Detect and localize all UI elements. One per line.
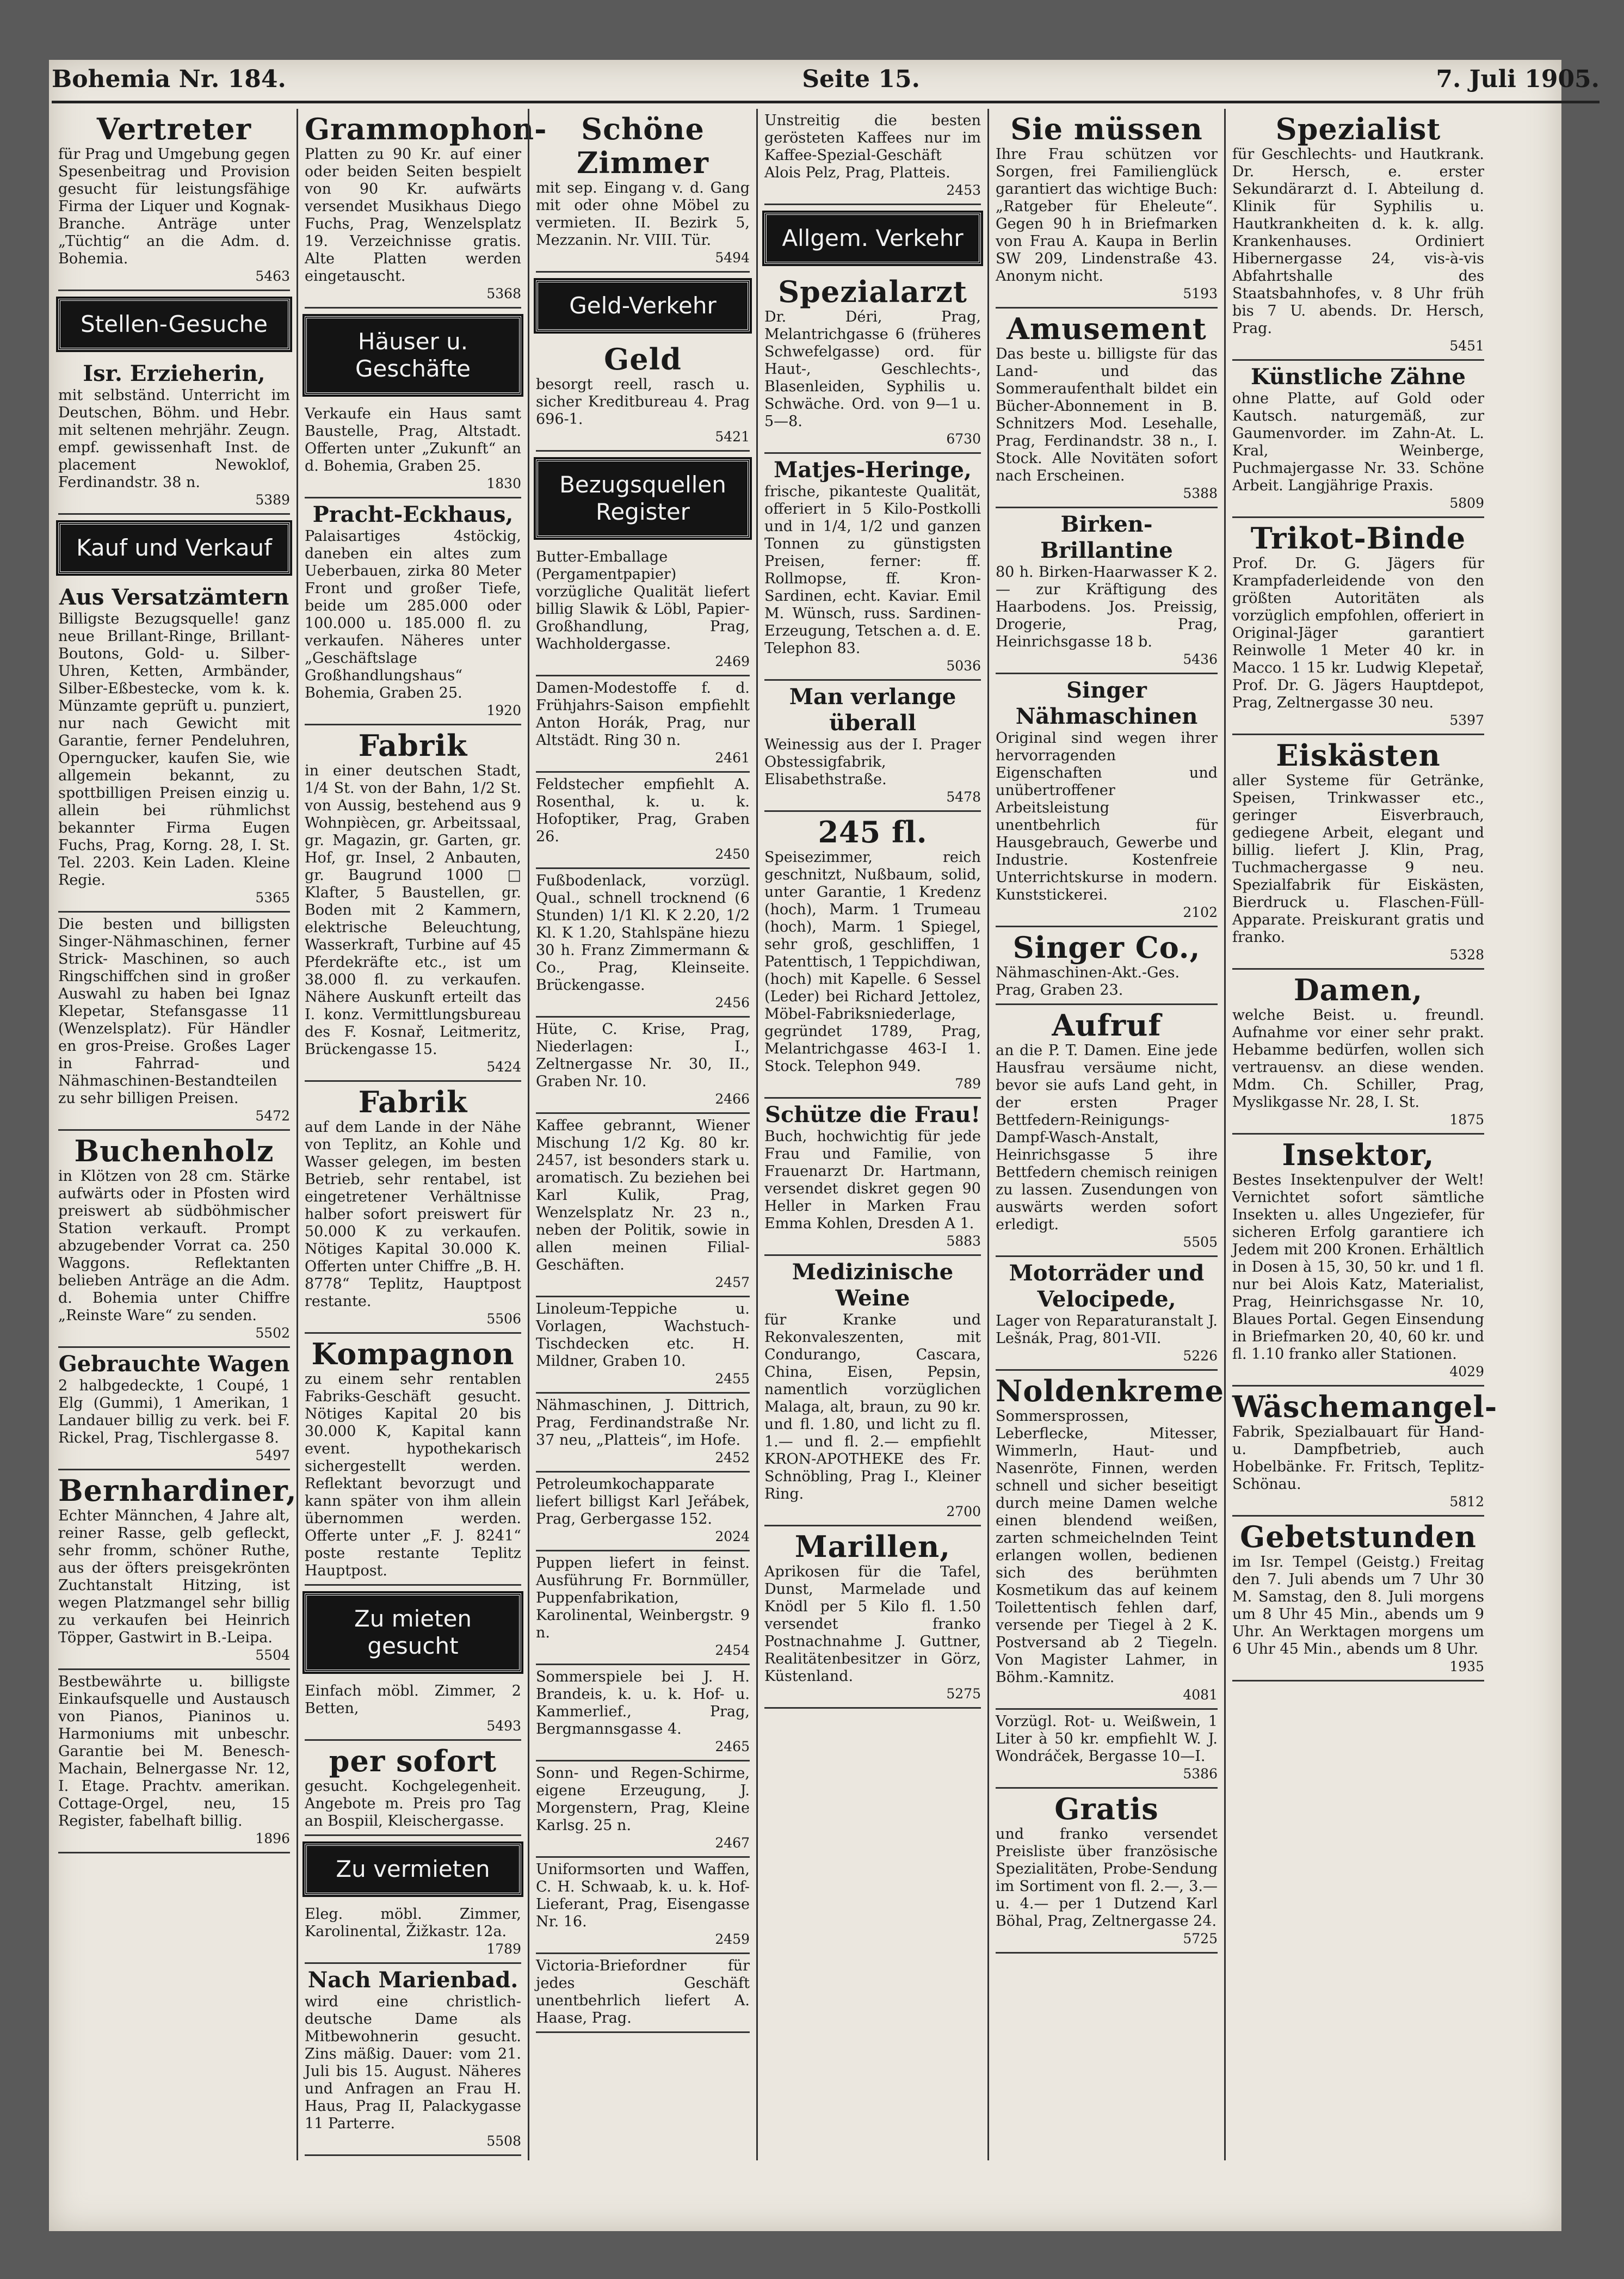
- classified-ad: [996, 1789, 1218, 1954]
- ad-body: Das beste u. billigste für das Land- und das Sommeraufenthalt bildet ein Bücher-Abonnement in B. Schnitzers Mod. Lesehalle, Prag, Ferdinandstr. 38 n., I. Stock. Alle Novitäten sofort nach Erscheinen.: [996, 346, 1218, 484]
- ad-heading: Buchenholz: [74, 1134, 274, 1168]
- ad-body: Damen-Modestoffe f. d. Frühjahrs-Saison empfiehlt Anton Horák, Prag, nur Altstädt. Ring 30 n.: [536, 680, 750, 749]
- classified-ad: [536, 339, 750, 452]
- classified-ad: [764, 681, 981, 812]
- ad-body: Verkaufe ein Haus samt Baustelle, Prag, Altstadt. Offerten unter „Zukunft“ an d. Bohemia, Graben 25.: [305, 405, 521, 475]
- section-header: Häuser u. Geschäfte: [305, 316, 521, 395]
- column-4: [756, 109, 987, 2160]
- classified-ad: [996, 674, 1218, 927]
- section-header: Allgem. Verkehr: [764, 213, 981, 264]
- classified-ad: [996, 1257, 1218, 1371]
- ad-body: für Kranke und Rekonvaleszenten, mit Condurango, Cascara, China, Eisen, Pepsin, namentlich vorzüglichen Malaga, alt, braun, zu 90 kr. und fl. 1.80, und licht zu fl. 1.— und fl. 2.— empfiehlt KRON-APOTHEKE des Fr. Schnöbling, Prag I., Kleiner Ring.: [764, 1311, 981, 1502]
- ad-number: 5809: [1449, 495, 1484, 511]
- ad-heading: Matjes-Heringe,: [774, 457, 972, 483]
- classified-ad: [536, 1297, 750, 1394]
- ad-body: Buch, hochwichtig für jede Frau und Familie, von Frauenarzt Dr. Hartmann, versendet diskret gegen 90 Heller in Marken Frau Emma Kohlen, Dresden A 1.: [764, 1128, 981, 1232]
- ad-body: gesucht. Kochgelegenheit. Angebote m. Preis pro Tag an Bospiil, Kleischergasse.: [305, 1778, 521, 1830]
- classified-ad: [58, 1670, 290, 1853]
- ad-number: 5193: [1183, 286, 1218, 301]
- ad-body: zu einem sehr rentablen Fabriks-Geschäft gesucht. Nötiges Kapital 20 bis 30.000 K, Kapital kann event. hypothekarisch sichergestellt werden. Reflektant bevorzugt und kann später von ihm allein übernommen werden. Offerte unter „F. J. 8241“ poste restante Teplitz Hauptpost.: [305, 1371, 521, 1579]
- classified-ad: [536, 109, 750, 273]
- ad-body: in einer deutschen Stadt, 1/4 St. von der Bahn, 1/2 St. von Aussig, bestehend aus 9 Wohnpiècen, gr. Arbeitssaal, gr. Magazin, gr. Garten, gr. Hof, gr. Insel, 2 Anbauten, gr. Baugrund 1000 □ Klafter, 5 Baustellen, gr. Boden mit 2 Kammern, elektrische Beleuchtung, Wasserkraft, Turbine auf 45 Pferdekräfte etc., ist um 38.000 fl. zu verkaufen. Nähere Auskunft erteilt das I. konz. Vermittlungsbureau des F. Kosnař, Leitmeritz, Brückengasse 15.: [305, 762, 521, 1058]
- classified-ad: [305, 1334, 521, 1586]
- ad-heading: Gratis: [1054, 1791, 1159, 1826]
- ad-body: Einfach möbl. Zimmer, 2 Betten,: [305, 1683, 521, 1717]
- ad-number: 1789: [486, 1941, 521, 1957]
- ad-heading: Pracht-Eckhaus,: [312, 502, 514, 527]
- classified-ad: [1232, 970, 1484, 1135]
- ad-number: 2469: [715, 654, 750, 669]
- ad-heading: Grammophon-: [305, 112, 547, 146]
- ad-number: 2102: [1183, 904, 1218, 920]
- section-header: Zu vermieten: [305, 1844, 521, 1895]
- ad-body: Platten zu 90 Kr. auf einer oder beiden Seiten bespielt von 90 Kr. aufwärts versendet Musikhaus Diego Fuchs, Prag, Wenzelsplatz 19. Verzeichnisse gratis. Alte Platten werden eingetauscht.: [305, 146, 521, 285]
- ad-heading: Kompagnon: [311, 1336, 515, 1371]
- ad-heading: Trikot-Binde: [1250, 521, 1466, 556]
- classified-ad: [764, 109, 981, 205]
- ad-heading: Insektor,: [1282, 1137, 1435, 1172]
- classified-ad: [305, 402, 521, 498]
- classified-ad: [305, 1741, 521, 1836]
- ad-body: Fabrik, Spezialbauart für Hand- u. Dampfbetrieb, auch Hobelbänke. Fr. Fritsch, Teplitz-Schönau.: [1232, 1424, 1484, 1493]
- ad-heading: Medizinische Weine: [792, 1259, 954, 1311]
- ad-heading: Vertreter: [96, 112, 252, 146]
- ad-number: 1935: [1449, 1659, 1484, 1674]
- ad-body: mit sep. Eingang v. d. Gang mit oder ohne Möbel zu vermieten. II. Bezirk 5, Mezzanin. Nr. VIII. Tür.: [536, 180, 750, 249]
- classified-ad: [1232, 361, 1484, 518]
- ad-number: 2450: [715, 846, 750, 862]
- ad-heading: Bernhardiner,: [58, 1473, 297, 1508]
- ad-number: 4081: [1183, 1687, 1218, 1703]
- ad-body: Weinessig aus der I. Prager Obstessigfabrik, Elisabethstraße.: [764, 736, 981, 788]
- ad-number: 5424: [486, 1059, 521, 1075]
- classified-ad: [1232, 518, 1484, 735]
- ad-body: Eleg. möbl. Zimmer, Karolinental, Žižkastr. 12a.: [305, 1906, 521, 1940]
- ad-body: aller Systeme für Getränke, Speisen, Trinkwasser etc., geringer Eisverbrauch, gediegene Arbeit, elegant und billig. liefert J. Klin, Prag, Tuchmachergasse 9 neu. Spezialfabrik für Eiskästen, Bierdruck u. Flaschen-Füll-Apparate. Preiskurant gratis und franko.: [1232, 772, 1484, 946]
- classified-ad: [58, 1348, 290, 1470]
- classified-ad: [1232, 1387, 1498, 1517]
- classified-ad: [1232, 1135, 1484, 1387]
- ad-body: für Geschlechts- und Hautkrank. Dr. Hersch, e. erster Sekundärarzt d. I. Abteilung d. Klinik für Syphilis u. Hautkrankheiten d. k. k. allg. Krankenhauses. Ordiniert Hibernergasse 24, vis-à-vis Abfahrtshalle des Staatsbahnhofes, v. 8 Uhr früh bis 7 U. abends. Dr. Hersch, Prag.: [1232, 146, 1484, 337]
- ad-body: Fußbodenlack, vorzügl. Qual., schnell trocknend (6 Stunden) 1/1 Kl. K 2.20, 1/2 Kl. K 1.20, Stahlspäne hiezu 30 h. Franz Zimmermann & Co., Prag, Kleinseite. Brückengasse.: [536, 872, 750, 994]
- ad-body: im Isr. Tempel (Geistg.) Freitag den 7. Juli abends um 7 Uhr 30 M. Samstag, den 8. Juli morgens um 8 Uhr 45 Min., abends um 9 Uhr. An Werktagen morgens um 6 Uhr 45 Min., abends um 8 Uhr.: [1232, 1554, 1484, 1658]
- ad-number: 1875: [1449, 1112, 1484, 1128]
- ad-number: 2467: [715, 1835, 750, 1851]
- classified-ad: [536, 1954, 750, 2033]
- ad-body: 80 h. Birken-Haarwasser K 2.— zur Kräftigung des Haarbodens. Jos. Preissig, Drogerie, Prag, Heinrichsgasse 18 b.: [996, 564, 1218, 650]
- ad-number: 5472: [255, 1108, 290, 1124]
- ad-body: Feldstecher empfiehlt A. Rosenthal, k. u. k. Hofoptiker, Prag, Graben 26.: [536, 776, 750, 845]
- ad-heading: Damen,: [1293, 972, 1423, 1007]
- ad-heading: Eiskästen: [1276, 738, 1441, 773]
- ad-body: auf dem Lande in der Nähe von Teplitz, an Kohle und Wasser gelegen, im besten Betrieb, sehr rentabel, ist eingetretener Verhältnisse halber sofort preiswert für 50.000 K zu verkaufen. Nötiges Kapital 30.000 K. Offerten unter Chiffre „B. H. 8778“ Teplitz, Hauptpost restante.: [305, 1119, 521, 1310]
- ad-body: Nähmaschinen, J. Dittrich, Prag, Ferdinandstraße Nr. 37 neu, „Platteis“, im Hofe.: [536, 1397, 750, 1449]
- ad-heading: Singer Co.,: [1012, 930, 1201, 965]
- ad-number: 1830: [486, 476, 521, 491]
- page-header: [52, 57, 1600, 103]
- ad-number: 5505: [1183, 1234, 1218, 1250]
- ad-number: 5226: [1183, 1348, 1218, 1364]
- ad-number: 5478: [946, 789, 981, 805]
- section-header: Bezugsquellen Register: [536, 459, 750, 538]
- classified-ad: [305, 1082, 521, 1334]
- classified-ad: [764, 812, 981, 1099]
- ad-number: 5508: [486, 2133, 521, 2149]
- ad-body: Kaffee gebrannt, Wiener Mischung 1/2 Kg. 80 kr. 2457, ist besonders stark u. aromatisch. Zu beziehen bei Karl Kulik, Prag, Wenzelsplatz Nr. 23 n., neben der Politik, sowie in allen meinen Filial-Geschäften.: [536, 1117, 750, 1273]
- ad-number: 2024: [715, 1529, 750, 1544]
- ad-body: Linoleum-Teppiche u. Vorlagen, Wachstuch-Tischdecken etc. H. Mildner, Graben 10.: [536, 1301, 750, 1370]
- ad-heading: Isr. Erzieherin,: [83, 361, 265, 386]
- classified-ad: [1232, 109, 1484, 361]
- classified-ad: [764, 1256, 981, 1526]
- ad-heading: Noldenkreme: [996, 1373, 1224, 1408]
- ad-heading: Aus Versatzämtern: [59, 584, 289, 610]
- ad-body: Echter Männchen, 4 Jahre alt, reiner Rasse, gelb gefleckt, sehr fromm, schöner Ruthe, aus der öfters preisgekrönten Zuchtanstalt Hitzing, ist wegen Platzmangel sehr billig zu verkaufen bei Heinrich Töpper, Gastwirt in B.-Leipa.: [58, 1507, 290, 1646]
- column-5: [987, 109, 1224, 2160]
- ad-heading: Man verlange überall: [789, 684, 956, 736]
- ad-body: ohne Platte, auf Gold oder Kautsch. naturgemäß, zur Gaumenvorder. im Zahn-At. L. Kral, Weinberge, Puchmajergasse Nr. 33. Schöne Arbeit. Langjährige Praxis.: [1232, 390, 1484, 494]
- classified-ad: [305, 1679, 521, 1741]
- ad-number: 2457: [715, 1274, 750, 1290]
- ad-heading: Schöne Zimmer: [576, 112, 709, 180]
- ad-heading: per sofort: [329, 1744, 497, 1778]
- ad-number: 1896: [255, 1831, 290, 1846]
- classified-ad: [996, 1371, 1224, 1710]
- ad-heading: Fabrik: [358, 1085, 468, 1119]
- ad-number: 5275: [946, 1686, 981, 1702]
- ad-number: 2455: [715, 1371, 750, 1387]
- ad-number: 5502: [255, 1325, 290, 1341]
- ad-body: und franko versendet Preisliste über französische Spezialitäten, Probe-Sendung im Sortiment von fl. 2.—, 3.— u. 4.— per 1 Dutzend Karl Böhal, Prag, Zeltnergasse 24.: [996, 1826, 1218, 1930]
- ad-body: Petroleumkochapparate liefert billigst Karl Jeřábek, Prag, Gerbergasse 152.: [536, 1476, 750, 1527]
- classified-ad: [536, 1761, 750, 1858]
- ad-number: 5436: [1183, 651, 1218, 667]
- classified-ad: [536, 1018, 750, 1114]
- ad-body: Original sind wegen ihrer hervorragenden Eigenschaften und unübertroffener Arbeitsleistung unentbehrlich für Hausgebrauch, Gewerbe und Industrie. Kostenfreie Unterrichtskurse in modern. Kunststickerei.: [996, 730, 1218, 903]
- classified-ad: [996, 927, 1218, 1005]
- ad-number: 5497: [255, 1448, 290, 1463]
- classified-ad: [58, 358, 290, 515]
- ad-body: wird eine christlich-deutsche Dame als Mitbewohnerin gesucht. Zins mäßig. Dauer: vom 21. Juli bis 15. August. Näheres und Anfragen an Frau H. Haus, Prag II, Palackygasse 11 Parterre.: [305, 1993, 521, 2132]
- ad-body: Prof. Dr. G. Jägers für Krampfaderleidende von den größten Autoritäten als vorzüglich empfohlen, offeriert in Original-Jäger garantiert Reinwolle 1 Meter 40 kr. in Macco. 1 15 kr. Ludwig Klepetař, Prof. Dr. G. Jägers Hauptdepot, Prag, Zeltnergasse 30 neu.: [1232, 555, 1484, 711]
- classified-ad: [536, 1551, 750, 1665]
- ad-body: Lager von Reparaturanstalt J. Lešnák, Prag, 801-VII.: [996, 1313, 1218, 1347]
- column-6: [1224, 109, 1498, 2160]
- ad-number: 5421: [715, 429, 750, 445]
- classified-ad: [996, 1005, 1218, 1257]
- ad-body: mit selbständ. Unterricht im Deutschen, Böhm. und Hebr. mit seltenen mehrjähr. Zeugn. empf. gewissenhaft Inst. de placement Newoklof, Ferdinandstr. 38 n.: [58, 387, 290, 491]
- ad-body: Victoria-Briefordner für jedes Geschäft unentbehrlich liefert A. Haase, Prag.: [536, 1957, 750, 2027]
- section-header: Stellen-Gesuche: [58, 299, 290, 350]
- ad-number: 5883: [946, 1233, 981, 1249]
- ad-heading: Geld: [604, 342, 682, 377]
- column-2: [297, 109, 547, 2160]
- ad-number: 5388: [1183, 485, 1218, 501]
- classified-ad: [1232, 1517, 1484, 1681]
- classified-ad: [58, 581, 290, 913]
- ad-heading: Fabrik: [358, 728, 468, 763]
- ad-number: 5365: [255, 890, 290, 906]
- ad-body: Bestes Insektenpulver der Welt! Vernichtet sofort sämtliche Insekten u. alles Ungeziefer, für sicheren Erfolg garantiere ich Jedem mit 200 Kronen. Erhältlich in Dosen à 15, 30, 50 kr. und 1 fl. nur bei Alois Katz, Materialist, Prag, Heinrichsgasse Nr. 10, Blaues Portal. Gegen Einsendung in Briefmarken 20, 40, 60 kr. und fl. 1.10 franko aller Stationen.: [1232, 1172, 1484, 1363]
- section-header: Zu mieten gesucht: [305, 1593, 521, 1672]
- header-date: 7. Juli 1905.: [1436, 65, 1600, 93]
- ad-heading: Gebrauchte Wagen: [58, 1351, 290, 1377]
- classified-ad: [764, 1099, 981, 1256]
- ad-body: Hüte, C. Krise, Prag, Niederlagen: I., Zeltnergasse Nr. 30, II., Graben Nr. 10.: [536, 1021, 750, 1090]
- ad-body: frische, pikanteste Qualität, offeriert in 5 Kilo-Postkolli und in 1/4, 1/2 und ganzen Tonnen zu günstigsten Preisen, ferner: ff. Rollmopse, ff. Kron-Sardinen, echt. Kaviar. Emil M. Wünsch, russ. Sardinen-Erzeugung, Tetschen a. d. E. Telephon 83.: [764, 483, 981, 657]
- ad-number: 5397: [1449, 712, 1484, 728]
- ad-number: 5328: [1449, 947, 1484, 963]
- ad-number: 4029: [1449, 1364, 1484, 1379]
- ad-body: Aprikosen für die Tafel, Dunst, Marmelade und Knödl per 5 Kilo fl. 1.50 versendet franko Postnachnahme J. Guttner, Realitätenbesitzer in Görz, Küstenland.: [764, 1563, 981, 1685]
- ad-body: Puppen liefert in feinst. Ausführung Fr. Bornmüller, Puppenfabrikation, Karolinental, Weinbergstr. 9 n.: [536, 1555, 750, 1641]
- ad-heading: Aufruf: [1052, 1008, 1162, 1043]
- ad-number: 5386: [1183, 1766, 1218, 1782]
- ad-body: Palaisartiges 4stöckig, daneben ein altes zum Ueberbauen, zirka 80 Meter Front und großer Tiefe, beide um 285.000 oder 100.000 u. 185.000 fl. zu verkaufen. Näheres unter „Geschäftslage Großhandlungshaus“ Bohemia, Graben 25.: [305, 528, 521, 701]
- ad-body: Die besten und billigsten Singer-Nähmaschinen, ferner Strick- Maschinen, so auch Ringschiffchen sind in großer Auswahl zu haben bei Ignaz Klepetar, Stefansgasse 11 (Wenzelsplatz). Für Händler en gros-Preise. Großes Lager in Fahrrad- und Nähmaschinen-Bestandteilen zu sehr billigen Preisen.: [58, 916, 290, 1107]
- ad-heading: Sie müssen: [1010, 112, 1203, 146]
- ad-body: Sonn- und Regen-Schirme, eigene Erzeugung, J. Morgenstern, Prag, Kleine Karlsg. 25 n.: [536, 1765, 750, 1834]
- ad-number: 2454: [715, 1642, 750, 1658]
- classified-ad: [58, 913, 290, 1131]
- classified-ad: [764, 272, 981, 454]
- ad-heading: Singer Nähmaschinen: [1015, 677, 1198, 729]
- ad-number: 2452: [715, 1450, 750, 1465]
- classified-ad: [58, 109, 290, 291]
- ad-number: 2459: [715, 1931, 750, 1947]
- ad-heading: Spezialist: [1275, 112, 1441, 146]
- ad-heading: Gebetstunden: [1240, 1519, 1477, 1554]
- ad-number: 5812: [1449, 1494, 1484, 1510]
- classified-ad: [58, 1131, 290, 1348]
- classified-ad: [58, 1470, 297, 1670]
- ad-heading: 245 fl.: [818, 815, 928, 849]
- ad-body: Butter-Emballage (Pergamentpapier) vorzügliche Qualität liefert billig Slawik & Löbl, Papier-Großhandlung, Prag, Wachholdergasse.: [536, 549, 750, 652]
- ad-number: 2461: [715, 750, 750, 766]
- ad-body: Nähmaschinen-Akt.-Ges. Prag, Graben 23.: [996, 964, 1180, 999]
- ad-number: 5463: [255, 268, 290, 284]
- ad-number: 789: [955, 1076, 981, 1092]
- ad-body: besorgt reell, rasch u. sicher Kreditbureau 4. Prag 696-1.: [536, 376, 750, 428]
- ad-number: 2465: [715, 1739, 750, 1754]
- classified-ad: [536, 545, 750, 676]
- ad-body: Vorzügl. Rot- u. Weißwein, 1 Liter à 50 kr. empfiehlt W. J. Wondráček, Bergasse 10—I.: [996, 1713, 1218, 1765]
- ad-number: 5036: [946, 658, 981, 674]
- ad-body: Bestbewährte u. billigste Einkaufsquelle und Austausch von Pianos, Pianinos u. Harmoniums mit unbeschr. Garantie bei M. Benesch-Machain, Belnergasse Nr. 12, I. Etage. Prachtv. amerikan. Cottage-Orgel, neu, 15 Register, fabelhaft billig.: [58, 1673, 290, 1830]
- ad-heading: Künstliche Zähne: [1251, 364, 1466, 390]
- ad-number: 2700: [946, 1504, 981, 1519]
- ad-heading: Wäschemangel-: [1232, 1389, 1498, 1424]
- section-header: Geld-Verkehr: [536, 280, 750, 331]
- ad-body: Dr. Déri, Prag, Melantrichgasse 6 (früheres Schwefelgasse) ord. für Haut-, Geschlechts-, Blasenleiden, Syphilis u. Schwäche. Ord. von 9—1 u. 5—8.: [764, 309, 981, 430]
- section-header: Kauf und Verkauf: [58, 522, 290, 574]
- classified-ad: [996, 508, 1218, 674]
- ad-body: Billigste Bezugsquelle! ganz neue Brillant-Ringe, Brillant-Boutons, Gold- u. Silber-Uhren, Ketten, Armbänder, Silber-Eßbestecke, vom k. k. Münzamte geprüft u. punziert, nur nach Gewicht mit Garantie, ferner Pendeluhren, Operngucker, kaufen Sie, wie allgemein bekannt, zu spottbilligen Preisen einzig u. allein bei rühmlichst bekannter Firma Eugen Fuchs, Prag, Korng. 28, I. St. Tel. 2203. Kein Laden. Kleine Regie.: [58, 611, 290, 889]
- classified-ad: [536, 869, 750, 1018]
- classified-ad: [536, 1114, 750, 1297]
- column-1: [52, 109, 297, 2160]
- ad-number: 5494: [715, 250, 750, 266]
- classified-ad: [305, 725, 521, 1082]
- ad-number: 5451: [1449, 338, 1484, 354]
- ad-heading: Motorräder und Velocipede,: [1009, 1260, 1205, 1312]
- ad-body: Ihre Frau schützen vor Sorgen, frei Familienglück garantiert das wichtige Buch: „Ratgeber für Eheleute“. Gegen 90 h in Briefmarken von Frau A. Kaupa in Berlin SW 209, Lindenstraße 43. Anonym nicht.: [996, 146, 1218, 285]
- ad-number: 2456: [715, 995, 750, 1011]
- ad-number: 5493: [486, 1718, 521, 1734]
- ad-body: Sommerspiele bei J. H. Brandeis, k. u. k. Hof- u. Kammerlief., Prag, Bergmannsgasse 4.: [536, 1668, 750, 1738]
- ad-body: 2 halbgedeckte, 1 Coupé, 1 Elg (Gummi), 1 Amerikan, 1 Landauer billig zu verk. bei F. Rickel, Prag, Tischlergasse 8.: [58, 1377, 290, 1446]
- classified-ad: [536, 676, 750, 773]
- ad-number: 5725: [1183, 1931, 1218, 1947]
- ad-number: 1920: [486, 703, 521, 718]
- ad-body: an die P. T. Damen. Eine jede Hausfrau versäume nicht, bevor sie aufs Land geht, in der ersten Prager Bettfedern-Reinigungs-Dampf-Wasch-Anstalt, Heinrichsgasse 5 ihre Bettfedern chemisch reinigen zu lassen. Zusendungen von auswärts werden sofort erledigt.: [996, 1042, 1218, 1233]
- ad-number: 2466: [715, 1091, 750, 1107]
- ad-heading: Marillen,: [794, 1529, 951, 1564]
- classified-ad: [764, 1526, 981, 1709]
- ad-heading: Birken-Brillantine: [1040, 512, 1173, 563]
- classified-ad: [305, 109, 547, 309]
- classified-ad: [305, 1964, 521, 2156]
- classified-ad: [996, 109, 1218, 309]
- ad-body: Speisezimmer, reich geschnitzt, Nußbaum, solid, unter Garantie, 1 Kredenz (hoch), Marm. 1 Trumeau (hoch), Marm. 1 Spiegel, sehr groß, geschliffen, 1 Patenttisch, 1 Teppichdiwan, (hoch) mit Kapelle. 6 Sessel (Leder) bei Richard Jettolez, Möbel-Fabriksniederlage, gegründet 1789, Prag, Melantrichgasse 463-I 1. Stock. Telephon 949.: [764, 849, 981, 1075]
- classified-ad: [305, 1902, 521, 1964]
- header-page-number: Seite 15.: [802, 65, 920, 93]
- ad-number: 5506: [486, 1311, 521, 1327]
- classified-ad: [536, 1858, 750, 1954]
- ad-heading: Nach Marienbad.: [307, 1967, 518, 1993]
- ad-number: 5504: [255, 1647, 290, 1663]
- classified-ad: [536, 1394, 750, 1473]
- ad-heading: Amusement: [1006, 311, 1207, 346]
- ad-body: welche Beist. u. freundl. Aufnahme vor einer sehr prakt. Hebamme bedürfen, wollen sich vertrauensv. an diese wenden. Mdm. Ch. Schiller, Prag, Myslikgasse Nr. 28, I. St.: [1232, 1007, 1484, 1111]
- ad-body: in Klötzen von 28 cm. Stärke aufwärts oder in Pfosten wird preiswert ab südböhmischer Station verkauft. Prompt abzugebender Vorrat ca. 250 Waggons. Reflektanten belieben Anträge an die Adm. d. Bohemia unter Chiffre „Reinste Ware“ zu senden.: [58, 1168, 290, 1324]
- classified-ad: [305, 498, 521, 725]
- ad-heading: Spezialarzt: [778, 274, 967, 309]
- classified-ad: [536, 1473, 750, 1551]
- ad-body: Unstreitig die besten gerösteten Kaffees nur im Kaffee-Spezial-Geschäft Alois Pelz, Prag, Platteis.: [764, 112, 981, 181]
- header-issue: Bohemia Nr. 184.: [52, 65, 286, 93]
- ad-body: Uniformsorten und Waffen, C. H. Schwaab, k. u. k. Hof-Lieferant, Prag, Eisengasse Nr. 16.: [536, 1861, 750, 1930]
- classified-ad: [536, 773, 750, 869]
- ad-number: 6730: [946, 431, 981, 447]
- classified-ad: [996, 1710, 1218, 1789]
- ad-number: 5389: [255, 492, 290, 508]
- ad-body: Sommersprossen, Leberflecke, Mitesser, Wimmerln, Haut- und Nasenröte, Finnen, werden schnell und sicher beseitigt durch meine Damen welche einen blendend weißen, zarten schmeichelnden Teint erlangen wollen, bedienen sich des berühmten Kosmetikum das auf keinem Toilettentisch fehlen darf, versende per Tiegel à 2 K. Postversand ab 2 Tiegeln. Von Magister Lahmer, in Böhm.-Kamnitz.: [996, 1408, 1218, 1686]
- ad-number: 5368: [486, 286, 521, 301]
- column-3: [528, 109, 756, 2160]
- classified-ad: [536, 1665, 750, 1761]
- classified-ad: [996, 309, 1218, 508]
- ad-heading: Schütze die Frau!: [765, 1102, 980, 1128]
- classified-ad: [1232, 735, 1484, 970]
- classified-ad: [764, 454, 981, 681]
- ad-number: 2453: [946, 182, 981, 198]
- ad-body: für Prag und Umgebung gegen Spesenbeitrag und Provision gesucht für leistungsfähige Firma der Liquer und Kognak-Branche. Anträge unter „Tüchtig“ an die Adm. d. Bohemia.: [58, 146, 291, 267]
